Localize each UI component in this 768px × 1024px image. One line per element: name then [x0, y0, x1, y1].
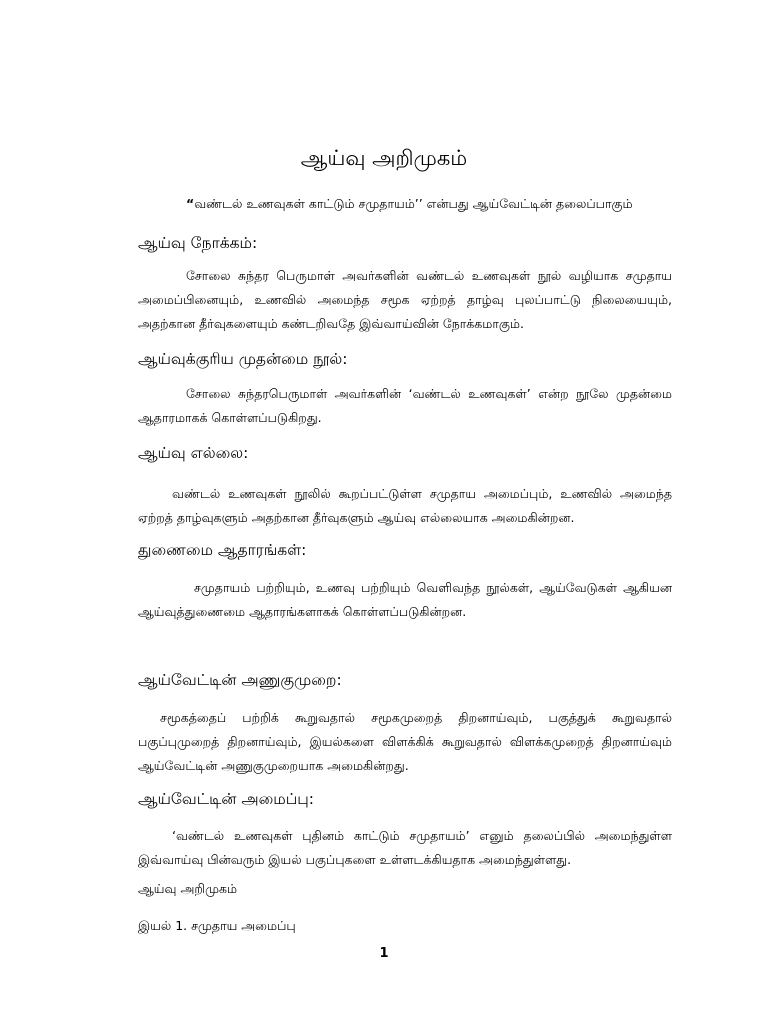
chapter-list-item: இயல் 1. சமுதாய அமைப்பு	[138, 918, 296, 933]
section-body-methodology: சமூகத்தைப் பற்றிக் கூறுவதால் சமூகமுறைத் திறனாய்வும், பகுத்துக் கூறுவதால் பகுப்புமுறைத் திறனாய்வும், இயல்களை விளக்கிக் கூறுவதால் விளக்கமுறைத் திறனாய்வும் ஆய்வேட்டின் அணுகுமுறையாக அமைகின்றது.	[138, 710, 672, 773]
thesis-title-statement	[186, 196, 633, 213]
section-body-research-objective: சோலை சுந்தர பெருமாள் அவர்களின் வண்டல் உணவுகள் நூல் வழியாக சமுதாய அமைப்பினையும், உணவில் அமைந்த சமூக ஏற்றத் தாழ்வு புலப்பாட்டு நிலையையும், அதற்கான தீர்வுகளையும் கண்டறிவதே இவ்வாய்வின் நோக்கமாகும்.	[138, 268, 672, 331]
thesis-title-text: வண்டல் உணவுகள் காட்டும் சமுதாயம்’’ என்பது ஆய்வேட்டின் தலைப்பாகும்	[194, 196, 633, 211]
page-number: 1	[379, 946, 389, 961]
opening-quote-mark: “	[186, 196, 195, 211]
section-heading-secondary-sources: துணைமை ஆதாரங்கள்:	[138, 541, 307, 559]
section-heading-structure: ஆய்வேட்டின் அமைப்பு:	[138, 790, 315, 808]
section-body-structure: ‘வண்டல் உணவுகள் புதினம் காட்டும் சமுதாயம்’ எனும் தலைப்பில் அமைந்துள்ள இவ்வாய்வு பின்வரும் இயல் பகுப்புகளை உள்ளடக்கியதாக அமைந்துள்ளது.	[138, 828, 672, 867]
page-title: ஆய்வு அறிமுகம்	[300, 146, 468, 170]
section-body-secondary-sources: சமுதாயம் பற்றியும், உணவு பற்றியும் வெளிவந்த நூல்கள், ஆய்வேடுகள் ஆகியன ஆய்வுத்துணைமை ஆதாரங்களாகக் கொள்ளப்படுகின்றன.	[138, 580, 672, 619]
section-heading-primary-source: ஆய்வுக்குரிய முதன்மை நூல்:	[138, 350, 348, 368]
chapter-list-item: ஆய்வு அறிமுகம்	[138, 881, 238, 896]
section-heading-research-objective: ஆய்வு நோக்கம்:	[138, 234, 258, 252]
section-heading-methodology: ஆய்வேட்டின் அணுகுமுறை:	[138, 671, 342, 689]
section-heading-research-scope: ஆய்வு எல்லை:	[138, 444, 249, 462]
section-body-primary-source: சோலை சுந்தரபெருமாள் அவர்களின் ‘வண்டல் உணவுகள்’ என்ற நூலே முதன்மை ஆதாரமாகக் கொள்ளப்படுகிறது.	[138, 386, 672, 425]
section-body-research-scope: வண்டல் உணவுகள் நூலில் கூறப்பட்டுள்ள சமுதாய அமைப்பும், உணவில் அமைந்த ஏற்றத் தாழ்வுகளும் அதற்கான தீர்வுகளும் ஆய்வு எல்லையாக அமைகின்றன.	[138, 486, 672, 525]
